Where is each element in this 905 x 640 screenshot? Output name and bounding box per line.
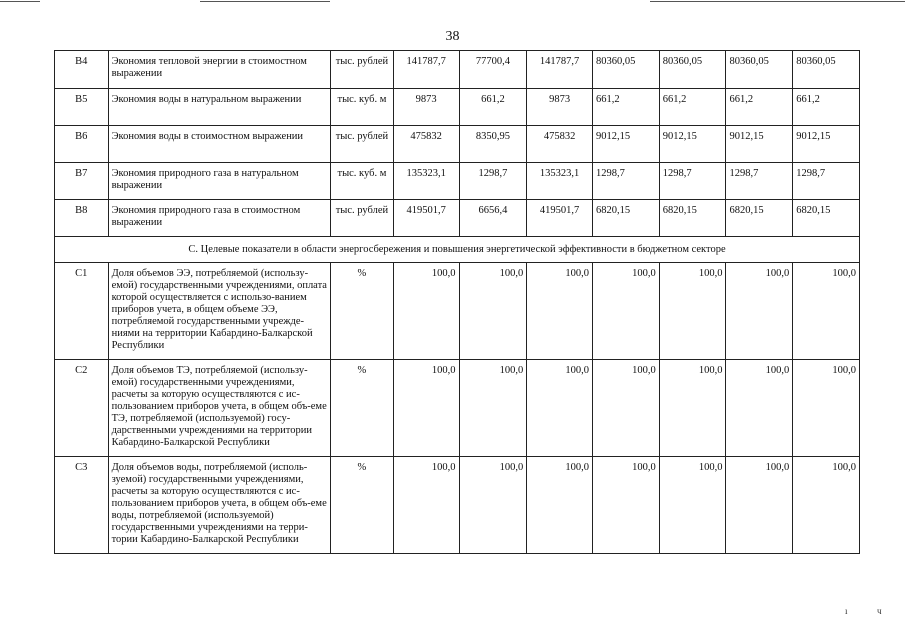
scan-top-edge <box>0 0 905 5</box>
row-value: 100,0 <box>527 457 593 554</box>
row-value: 100,0 <box>592 263 659 360</box>
table-row <box>55 457 860 554</box>
row-value: 9012,15 <box>592 126 659 163</box>
row-value: 6820,15 <box>726 200 793 237</box>
row-value: 100,0 <box>592 360 659 457</box>
scan-edge-line <box>650 1 905 2</box>
row-value: 141787,7 <box>393 51 459 89</box>
row-name: Экономия природного газа в стоимостном выражении <box>108 200 330 237</box>
scan-mark: ч <box>877 606 882 616</box>
row-code: В7 <box>55 163 109 200</box>
row-value: 100,0 <box>459 457 527 554</box>
row-value: 1298,7 <box>793 163 860 200</box>
row-value: 100,0 <box>527 360 593 457</box>
row-value: 100,0 <box>393 263 459 360</box>
row-code: В5 <box>55 89 109 126</box>
table-row <box>55 163 860 200</box>
row-value: 100,0 <box>459 263 527 360</box>
row-code: В8 <box>55 200 109 237</box>
row-value: 100,0 <box>793 457 860 554</box>
row-name: Доля объемов ТЭ, потребляемой (использу-емой) государственными учреждениями, расчеты за которую осуществляются с ис-пользованием приборов учета, в общем объ-еме ТЭ, потребляемой (используемой) госу-дарственными учреждениями на территории Кабардино-Балкарской Республики <box>108 360 330 457</box>
row-value: 100,0 <box>393 457 459 554</box>
row-unit: тыс. куб. м <box>331 89 394 126</box>
row-code: С1 <box>55 263 109 360</box>
row-value: 1298,7 <box>459 163 527 200</box>
table-row <box>55 360 860 457</box>
row-value: 141787,7 <box>527 51 593 89</box>
row-value: 6820,15 <box>793 200 860 237</box>
row-value: 661,2 <box>459 89 527 126</box>
row-value: 1298,7 <box>726 163 793 200</box>
row-unit: тыс. куб. м <box>331 163 394 200</box>
row-value: 100,0 <box>659 360 726 457</box>
row-name: Доля объемов ЭЭ, потребляемой (использу-емой) государственными учреждениями, оплата которой осуществляется с использо-ванием приборов учета, в общем объеме ЭЭ, потребляемой государственными учрежде-ниями на территории Кабардино-Балкарской Республики <box>108 263 330 360</box>
row-value: 661,2 <box>592 89 659 126</box>
table-row <box>55 51 860 89</box>
row-value: 100,0 <box>726 457 793 554</box>
row-unit: тыс. рублей <box>331 200 394 237</box>
scan-edge-line <box>200 1 330 2</box>
row-value: 419501,7 <box>393 200 459 237</box>
row-value: 9012,15 <box>726 126 793 163</box>
row-unit: тыс. рублей <box>331 126 394 163</box>
row-value: 100,0 <box>793 263 860 360</box>
scan-mark: ı <box>845 606 848 616</box>
row-code: В4 <box>55 51 109 89</box>
row-value: 135323,1 <box>393 163 459 200</box>
row-value: 6820,15 <box>592 200 659 237</box>
row-code: С2 <box>55 360 109 457</box>
row-code: В6 <box>55 126 109 163</box>
section-header-row <box>55 237 860 263</box>
row-value: 100,0 <box>592 457 659 554</box>
row-value: 100,0 <box>726 263 793 360</box>
row-value: 100,0 <box>459 360 527 457</box>
row-value: 80360,05 <box>793 51 860 89</box>
row-value: 77700,4 <box>459 51 527 89</box>
row-value: 1298,7 <box>592 163 659 200</box>
page-number: 38 <box>445 29 460 44</box>
row-value: 661,2 <box>726 89 793 126</box>
table-row <box>55 89 860 126</box>
row-value: 9012,15 <box>793 126 860 163</box>
row-unit: % <box>331 263 394 360</box>
row-value: 8350,95 <box>459 126 527 163</box>
table-row <box>55 126 860 163</box>
scan-edge-line <box>0 1 40 2</box>
row-value: 419501,7 <box>527 200 593 237</box>
row-name: Экономия природного газа в натуральном выражении <box>108 163 330 200</box>
row-value: 6820,15 <box>659 200 726 237</box>
row-value: 475832 <box>527 126 593 163</box>
row-value: 100,0 <box>659 457 726 554</box>
row-value: 9873 <box>393 89 459 126</box>
table-row <box>55 200 860 237</box>
section-title: С. Целевые показатели в области энергосбережения и повышения энергетической эффективности в бюджетном секторе <box>55 237 860 263</box>
row-name: Экономия воды в стоимостном выражении <box>108 126 330 163</box>
row-value: 1298,7 <box>659 163 726 200</box>
row-value: 80360,05 <box>592 51 659 89</box>
row-value: 661,2 <box>659 89 726 126</box>
row-value: 100,0 <box>793 360 860 457</box>
row-code: С3 <box>55 457 109 554</box>
row-value: 100,0 <box>726 360 793 457</box>
row-value: 100,0 <box>527 263 593 360</box>
row-unit: % <box>331 360 394 457</box>
row-unit: тыс. рублей <box>331 51 394 89</box>
row-value: 9873 <box>527 89 593 126</box>
row-value: 100,0 <box>393 360 459 457</box>
row-value: 475832 <box>393 126 459 163</box>
row-value: 80360,05 <box>726 51 793 89</box>
row-value: 9012,15 <box>659 126 726 163</box>
row-value: 80360,05 <box>659 51 726 89</box>
row-name: Доля объемов воды, потребляемой (исполь-зуемой) государственными учреждениями, расчеты за которую осуществляются с ис-пользованием приборов учета, в общем объ-еме воды, потребляемой (используемой) государственными учреждениями на терри-тории Кабардино-Балкарской Республики <box>108 457 330 554</box>
row-value: 661,2 <box>793 89 860 126</box>
row-unit: % <box>331 457 394 554</box>
row-value: 135323,1 <box>527 163 593 200</box>
table-row <box>55 263 860 360</box>
row-value: 6656,4 <box>459 200 527 237</box>
indicators-table <box>54 50 860 554</box>
row-name: Экономия воды в натуральном выражении <box>108 89 330 126</box>
row-name: Экономия тепловой энергии в стоимостном выражении <box>108 51 330 89</box>
row-value: 100,0 <box>659 263 726 360</box>
